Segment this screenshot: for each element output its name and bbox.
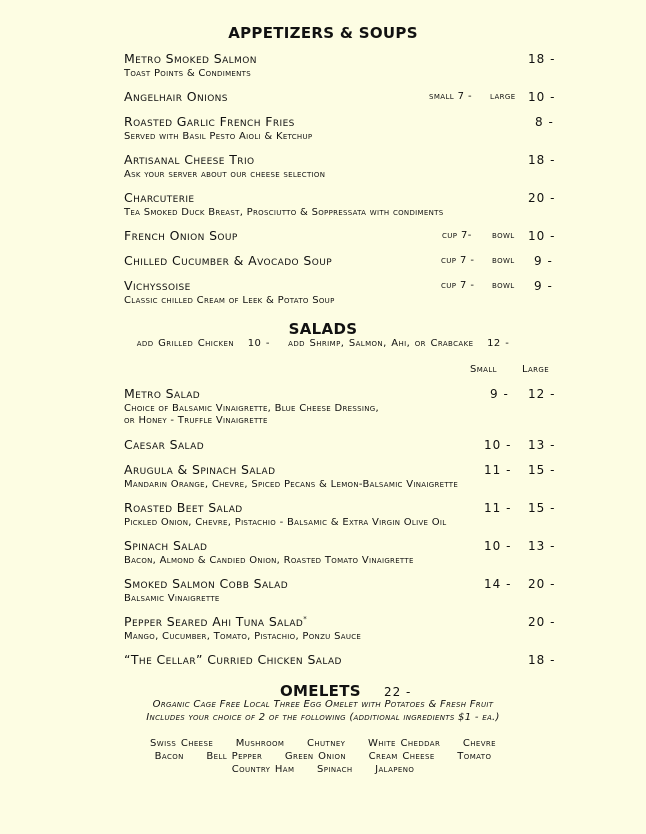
item-small-price: 11 - (484, 463, 512, 477)
raw-warning-mark: * (303, 614, 308, 623)
menu-item (124, 652, 554, 667)
item-desc: Classic chilled Cream of Leek & Potato Soup (124, 295, 335, 306)
menu-item (124, 462, 554, 490)
omelet-options-row (0, 751, 646, 762)
item-name: Vichyssoise (124, 278, 191, 293)
item-name: Metro Smoked Salmon (124, 51, 257, 66)
menu-item (124, 228, 554, 243)
item-bowl-label: bowl (492, 255, 515, 266)
item-price: 20 - (528, 191, 556, 205)
item-price: 18 - (528, 52, 556, 66)
omelet-option: Spinach (317, 764, 353, 775)
omelet-option: Swiss Cheese (150, 738, 214, 749)
item-desc: Choice of Balsamic Vinaigrette, Blue Cheese Dressing, (124, 403, 379, 414)
menu-item (124, 278, 554, 306)
item-bowl-label: bowl (492, 280, 515, 291)
item-small-price: 10 - (484, 539, 512, 553)
omelet-options-row (0, 764, 646, 775)
item-price: 8 - (535, 115, 554, 129)
omelets-heading: OMELETS (280, 682, 361, 700)
omelet-option: Country Ham (231, 764, 295, 775)
menu-item (124, 190, 554, 218)
omelet-option: Bell Pepper (206, 751, 263, 762)
menu-item (124, 437, 554, 452)
menu-item (124, 51, 554, 79)
item-small-price: 14 - (484, 577, 512, 591)
item-large-price: 20 - (528, 615, 556, 629)
appetizers-heading: APPETIZERS & SOUPS (228, 24, 418, 42)
item-cup-price: cup 7 - (441, 280, 475, 291)
item-name: Spinach Salad (124, 538, 208, 553)
item-name: “The Cellar” Curried Chicken Salad (124, 652, 342, 667)
item-large-price: 18 - (528, 653, 556, 667)
item-desc-line2: or Honey - Truffle Vinaigrette (124, 415, 268, 426)
item-desc: Served with Basil Pesto Aioli & Ketchup (124, 131, 313, 142)
item-name: Roasted Beet Salad (124, 500, 243, 515)
item-desc: Tea Smoked Duck Breast, Prosciutto & Soppressata with condiments (124, 207, 444, 218)
item-name: Angelhair Onions (124, 89, 228, 104)
item-large-price: 13 - (528, 539, 556, 553)
menu-item (124, 386, 554, 426)
omelet-options-row (0, 738, 646, 749)
item-price: 18 - (528, 153, 556, 167)
item-price: 9 - (534, 279, 553, 293)
item-small-price: 10 - (484, 438, 512, 452)
omelet-option: Green Onion (284, 751, 347, 762)
item-large-price: 15 - (528, 501, 556, 515)
item-price: 10 - (528, 229, 556, 243)
salads-addons: add Grilled Chicken 10 - add Shrimp, Salmon, Ahi, or Crabcake 12 - (136, 338, 510, 349)
item-small-price: small 7 - (429, 91, 472, 102)
item-name: Smoked Salmon Cobb Salad (124, 576, 289, 591)
omelet-option: Tomato (457, 751, 492, 762)
item-name: Arugula & Spinach Salad (124, 462, 276, 477)
omelet-option: Jalapeno (375, 764, 415, 775)
col-large-header: Large (522, 364, 550, 375)
omelet-option: Cream Cheese (368, 751, 435, 762)
item-name: Pepper Seared Ahi Tuna Salad (124, 614, 304, 629)
item-name: Artisanal Cheese Trio (124, 152, 255, 167)
omelet-option: Chevre (462, 738, 496, 749)
item-large-label: large (490, 91, 516, 102)
menu-item (124, 614, 554, 642)
menu-item (124, 538, 554, 566)
item-desc: Mango, Cucumber, Tomato, Pistachio, Ponzu Sauce (124, 631, 362, 642)
item-large-price: 12 - (528, 387, 556, 401)
menu-item (124, 152, 554, 180)
item-name: Caesar Salad (124, 437, 205, 452)
item-desc: Ask your server about our cheese selection (124, 169, 326, 180)
item-desc: Mandarin Orange, Chevre, Spiced Pecans & Lemon-Balsamic Vinaigrette (124, 479, 459, 490)
item-large-price: 13 - (528, 438, 556, 452)
menu-item (124, 89, 554, 104)
item-price: 10 - (528, 90, 556, 104)
omelet-option: Chutney (306, 738, 346, 749)
col-small-header: Small (470, 364, 497, 375)
item-name: Roasted Garlic French Fries (124, 114, 295, 129)
salads-heading: SALADS (288, 320, 358, 338)
item-small-price: 9 - (490, 387, 509, 401)
item-name-wrap (124, 614, 554, 629)
item-large-price: 15 - (528, 463, 556, 477)
item-desc: Balsamic Vinaigrette (124, 593, 220, 604)
menu-item (124, 253, 554, 268)
item-desc: Bacon, Almond & Candied Onion, Roasted Tomato Vinaigrette (124, 555, 414, 566)
item-large-price: 20 - (528, 577, 556, 591)
omelets-price: 22 - (383, 685, 412, 699)
item-cup-price: cup 7- (442, 230, 472, 241)
menu-item (124, 114, 554, 142)
omelet-option: White Cheddar (367, 738, 441, 749)
item-desc: Toast Points & Condiments (124, 68, 251, 79)
omelet-option: Mushroom (235, 738, 285, 749)
item-name: French Onion Soup (124, 228, 238, 243)
item-name: Charcuterie (124, 190, 195, 205)
item-name: Metro Salad (124, 386, 201, 401)
omelets-header (280, 681, 411, 700)
item-desc: Pickled Onion, Chevre, Pistachio - Balsamic & Extra Virgin Olive Oil (124, 517, 447, 528)
item-small-price: 11 - (484, 501, 512, 515)
item-bowl-label: bowl (492, 230, 515, 241)
item-price: 9 - (534, 254, 553, 268)
item-name: Chilled Cucumber & Avocado Soup (124, 253, 333, 268)
item-cup-price: cup 7 - (441, 255, 475, 266)
omelet-option: Bacon (154, 751, 184, 762)
menu-item (124, 576, 554, 604)
menu-item (124, 500, 554, 528)
omelets-desc-1: Organic Cage Free Local Three Egg Omelet with Potatoes & Fresh Fruit (152, 699, 494, 710)
omelets-desc-2: Includes your choice of 2 of the following (additional ingredients $1 - ea.) (146, 712, 500, 723)
